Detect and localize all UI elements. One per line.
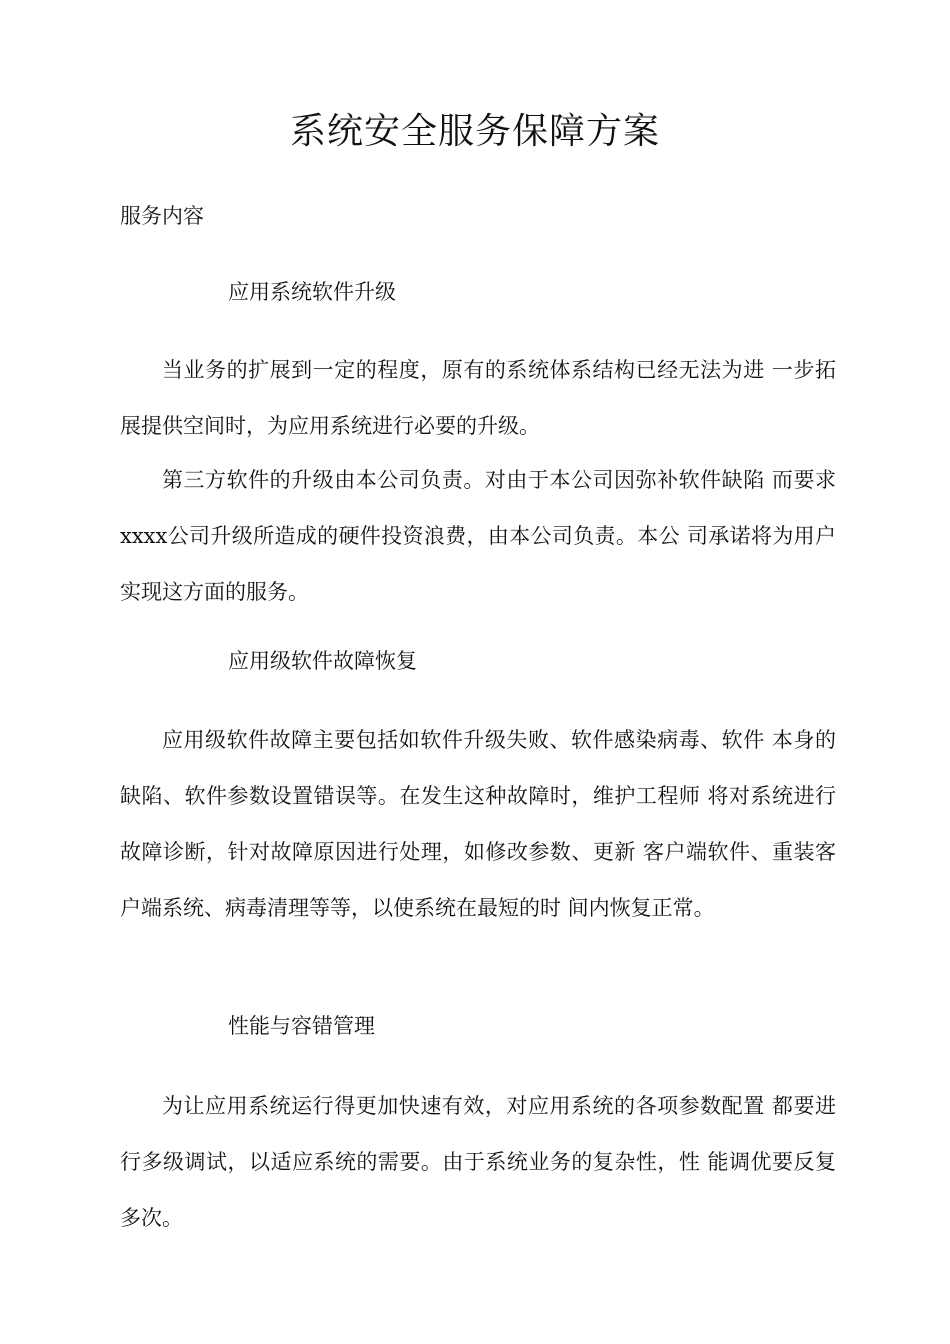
document-title: 系统安全服务保障方案 [289, 111, 660, 152]
subsection-heading-recovery: 应用级软件故障恢复 [228, 649, 417, 673]
paragraph-upgrade-2: 第三方软件的升级由本公司负责。对由于本公司因弥补软件缺陷 而要求xxxx公司升级所造成的硬件投资浪费，由本公司负责。本公 司承诺将为用户实现这方面的服务。 [120, 468, 836, 604]
subsection-heading-performance: 性能与容错管理 [228, 1014, 375, 1038]
section-label: 服务内容 [120, 204, 204, 228]
paragraph-upgrade-1: 当业务的扩展到一定的程度，原有的系统体系结构已经无法为进 一步拓展提供空间时，为应用系统进行必要的升级。 [120, 358, 836, 438]
paragraph-performance-1: 为让应用系统运行得更加快速有效，对应用系统的各项参数配置 都要进行多级调试，以适应系统的需要。由于系统业务的复杂性，性 能调优要反复多次。 [120, 1094, 836, 1230]
paragraph-recovery-1: 应用级软件故障主要包括如软件升级失败、软件感染病毒、软件 本身的缺陷、软件参数设置错误等。在发生这种故障时，维护工程师 将对系统进行故障诊断，针对故障原因进行处理，如修改参数、更新 客户端软件、重装客户端系统、病毒清理等等，以使系统在最短的时 间内恢复正常。 [120, 728, 836, 920]
subsection-heading-upgrade: 应用系统软件升级 [228, 280, 396, 304]
